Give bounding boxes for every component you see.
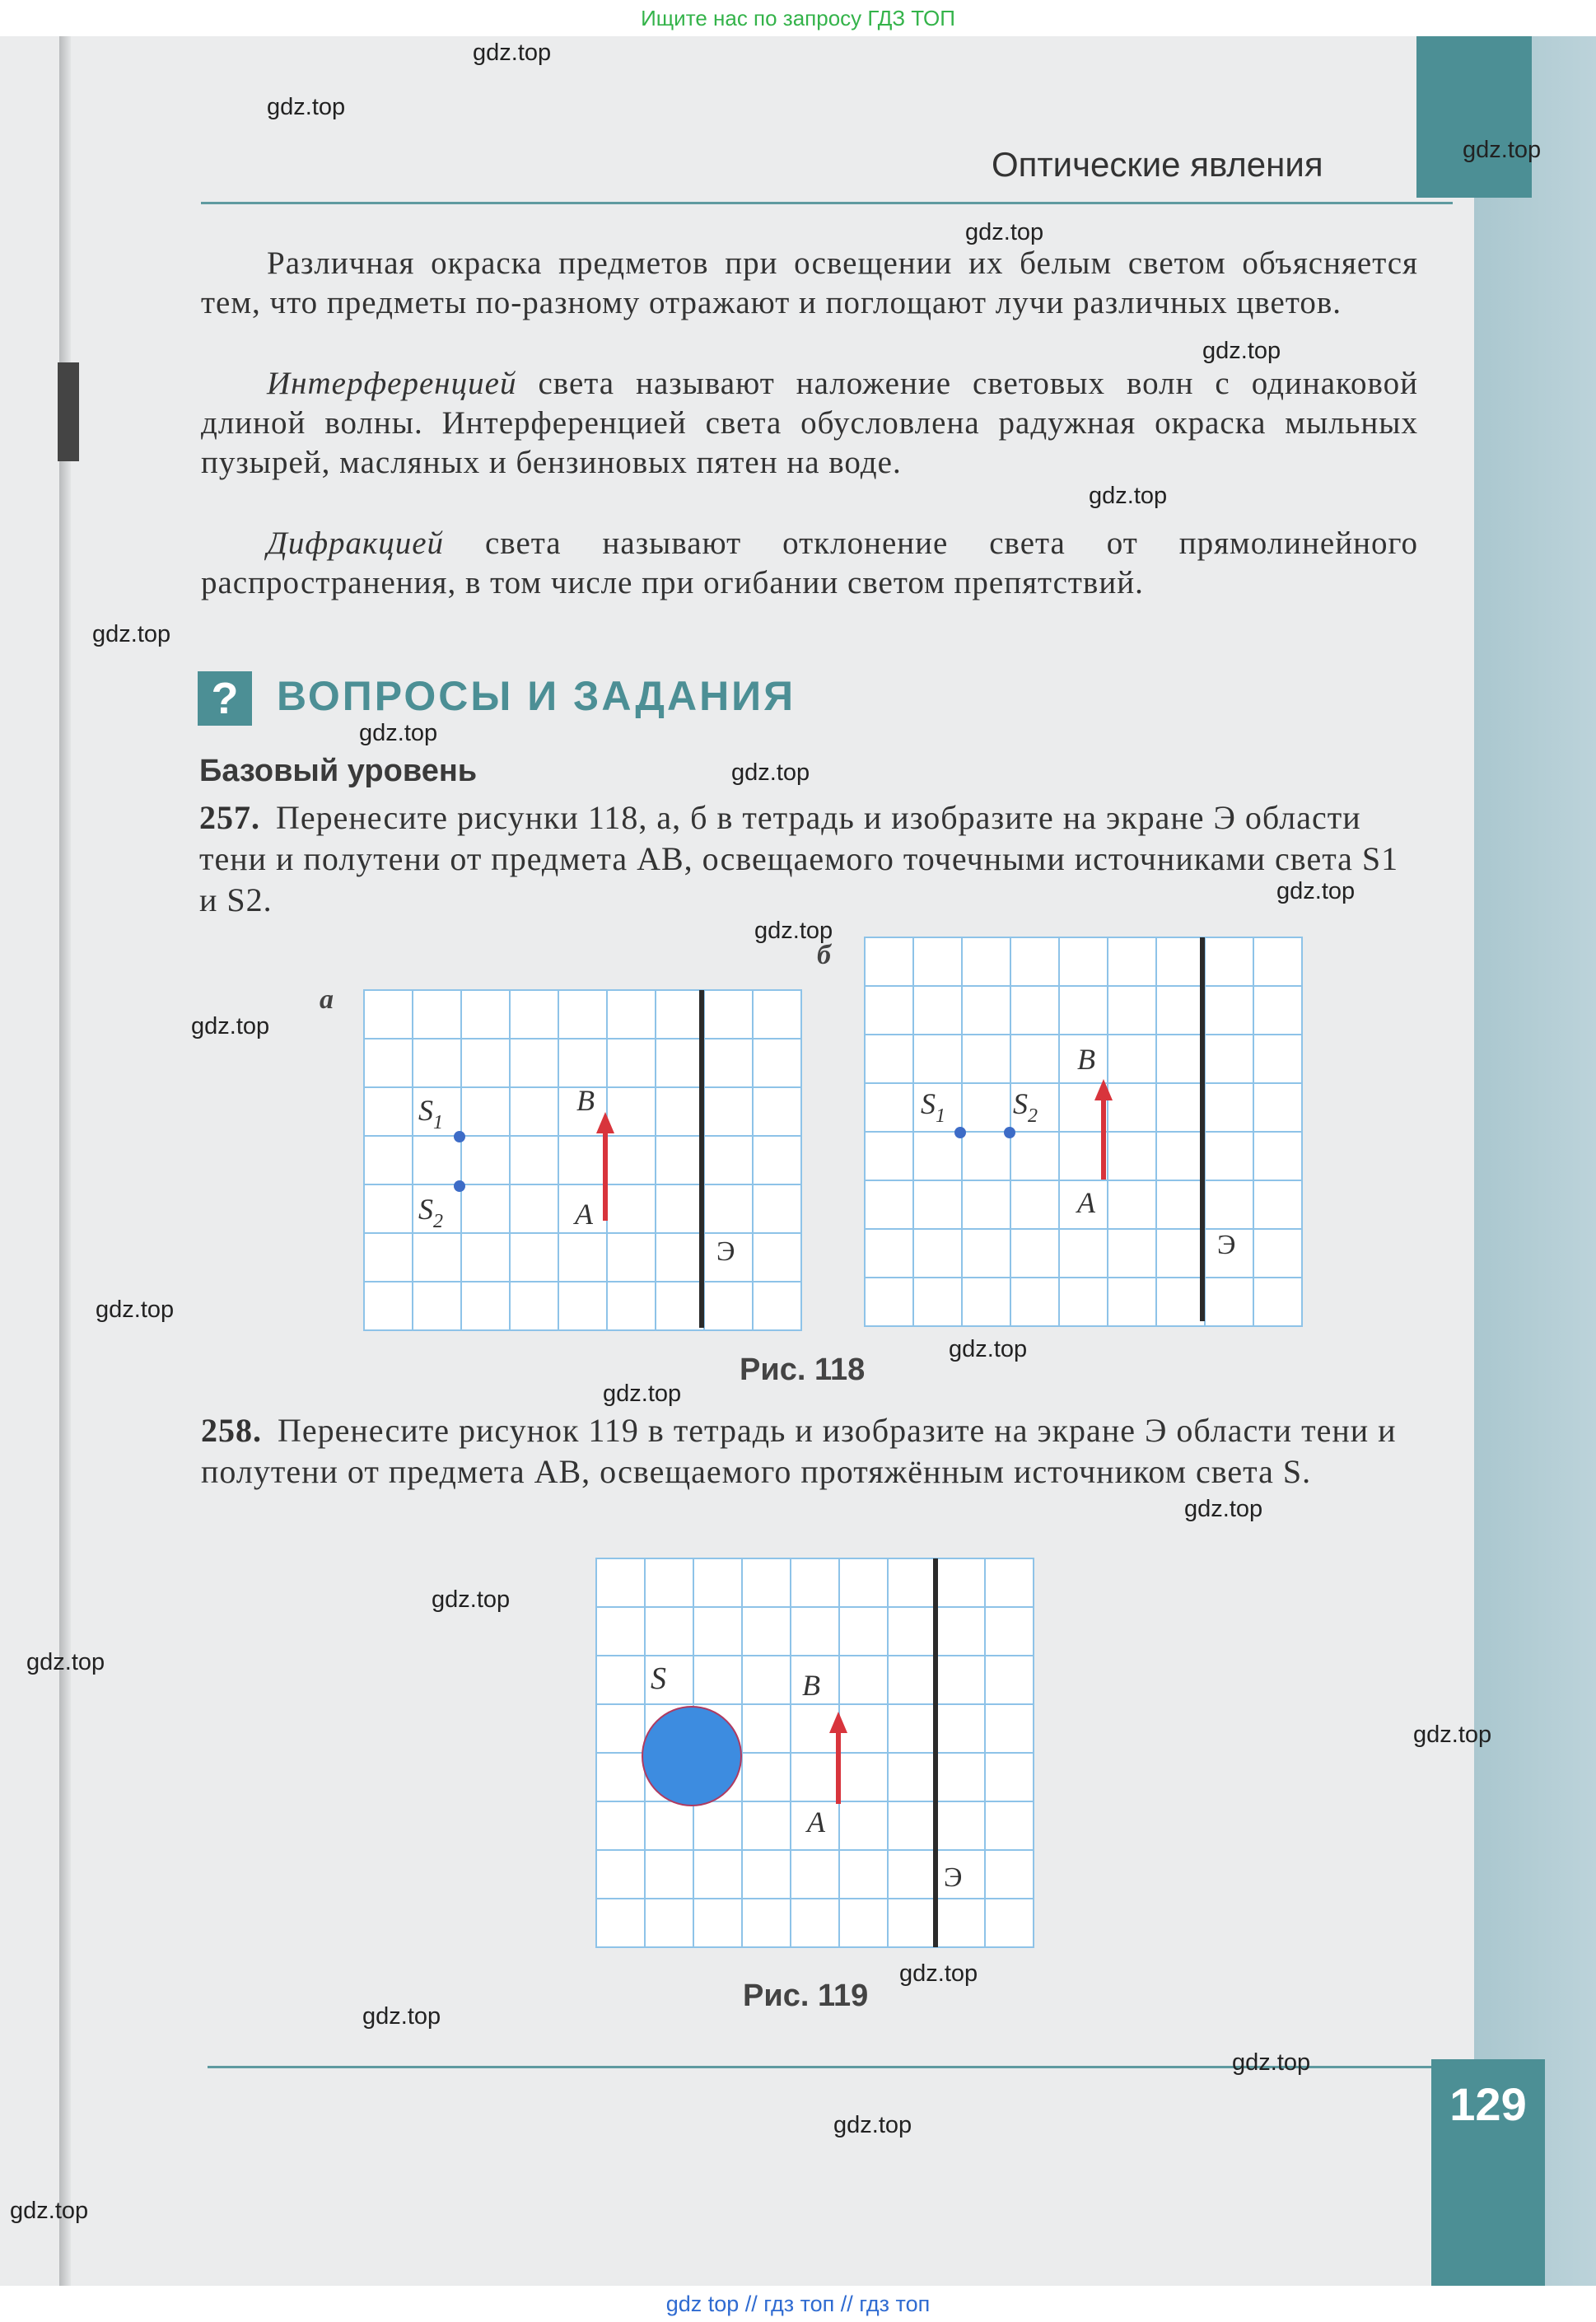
task-text: Перенесите рисунок 119 в тетрадь и изобразите на экране Э области тени и полутени от предмета AB, освещаемого протяжённым источником света S. — [201, 1412, 1397, 1490]
level-heading: Базовый уровень — [199, 754, 478, 788]
watermark: gdz.top — [731, 759, 810, 786]
spine-marker — [58, 362, 79, 461]
header-divider — [201, 202, 1453, 204]
watermark: gdz.top — [1089, 483, 1168, 509]
watermark: gdz.top — [833, 2112, 912, 2138]
section-title: Оптические явления — [992, 145, 1323, 184]
watermark: gdz.top — [949, 1336, 1028, 1362]
watermark: gdz.top — [1413, 1722, 1492, 1748]
figure-118b — [815, 923, 1309, 1334]
watermark: gdz.top — [1276, 878, 1356, 904]
screen-label-a: Э — [716, 1236, 735, 1267]
footer-links[interactable]: gdz top // гдз топ // гдз топ — [0, 2286, 1596, 2322]
s1-label-a: $S_1$ — [418, 1094, 443, 1133]
point-b-a: B — [576, 1084, 595, 1117]
source-s1-b — [954, 1127, 966, 1138]
task-number: 257. — [199, 799, 260, 836]
task-258 — [201, 1410, 1420, 1493]
point-a-119: A — [807, 1806, 825, 1838]
watermark: gdz.top — [754, 918, 833, 944]
point-b-119: B — [802, 1669, 820, 1702]
grid-frame — [364, 990, 801, 1330]
source-s2-b — [1004, 1127, 1015, 1138]
task-number: 258. — [201, 1412, 262, 1449]
source-s2-a — [454, 1180, 465, 1192]
page-edge-band — [1474, 36, 1596, 2286]
page-number: 129 — [1431, 2059, 1545, 2286]
task-text: Перенесите рисунки 118, а, б в тетрадь и изобразите на экране Э области тени и полутени от предмета AB, освещаемого точечными источниками света S1 и S2. — [199, 799, 1399, 918]
grid-b — [865, 937, 1302, 1326]
watermark: gdz.top — [603, 1381, 682, 1407]
watermark: gdz.top — [1184, 1496, 1263, 1522]
watermark: gdz.top — [267, 94, 346, 120]
label-a: а — [320, 984, 334, 1015]
source-s1-a — [454, 1131, 465, 1142]
questions-heading: ВОПРОСЫ И ЗАДАНИЯ — [277, 673, 796, 719]
watermark: gdz.top — [359, 720, 438, 746]
paragraph-color: Различная окраска предметов при освещении их белым светом объясняется тем, что предметы по-разному отражают и поглощают лучи различных цветов. — [201, 245, 1418, 320]
watermark: gdz.top — [362, 2003, 441, 2030]
term-interference: Интерференцией — [267, 366, 517, 401]
paragraph-interference: Интерференцией света называют наложение световых волн с одинаковой длиной волны. Интерференцией света обусловлена радужная окраска мыльных пузырей, масляных и бензиновых пятен на воде. — [201, 366, 1418, 480]
question-icon: ? — [198, 671, 252, 726]
watermark: gdz.top — [191, 1013, 270, 1040]
watermark: gdz.top — [1463, 137, 1542, 163]
s2-label-a: $S_2$ — [418, 1193, 443, 1232]
paragraph-diffraction: Дифракцией света называют отклонение света от прямолинейного распространения, в том числе при огибании светом препятствий. — [201, 526, 1418, 600]
watermark: gdz.top — [965, 219, 1044, 245]
watermark: gdz.top — [899, 1960, 978, 1987]
watermark: gdz.top — [1232, 2049, 1311, 2076]
source-label-s: S — [651, 1661, 666, 1696]
extended-source-s — [642, 1707, 741, 1806]
s2-label-b: $S_2$ — [1013, 1087, 1038, 1127]
watermark: gdz.top — [1202, 338, 1281, 364]
figure-119 — [590, 1549, 1051, 1960]
watermark: gdz.top — [432, 1586, 511, 1613]
label-b: б — [817, 940, 831, 970]
watermark: gdz.top — [26, 1649, 105, 1675]
watermark: gdz.top — [96, 1296, 175, 1323]
figure-118a — [313, 972, 824, 1334]
screen-label-119: Э — [944, 1862, 963, 1893]
watermark: gdz.top — [473, 40, 552, 66]
point-a-a: A — [575, 1198, 593, 1231]
task-257 — [199, 797, 1418, 921]
header-tab — [1416, 36, 1532, 198]
search-banner[interactable]: Ищите нас по запросу ГДЗ ТОП — [0, 0, 1596, 36]
screen-label-b: Э — [1217, 1230, 1236, 1260]
point-a-b: A — [1077, 1186, 1095, 1219]
caption-118: Рис. 118 — [740, 1353, 866, 1387]
grid-a — [364, 990, 801, 1330]
watermark: gdz.top — [10, 2198, 89, 2224]
term-diffraction: Дифракцией — [267, 526, 445, 561]
caption-119: Рис. 119 — [743, 1979, 869, 2013]
s1-label-b: $S_1$ — [921, 1087, 945, 1127]
point-b-b: B — [1077, 1043, 1095, 1076]
watermark: gdz.top — [92, 621, 171, 647]
